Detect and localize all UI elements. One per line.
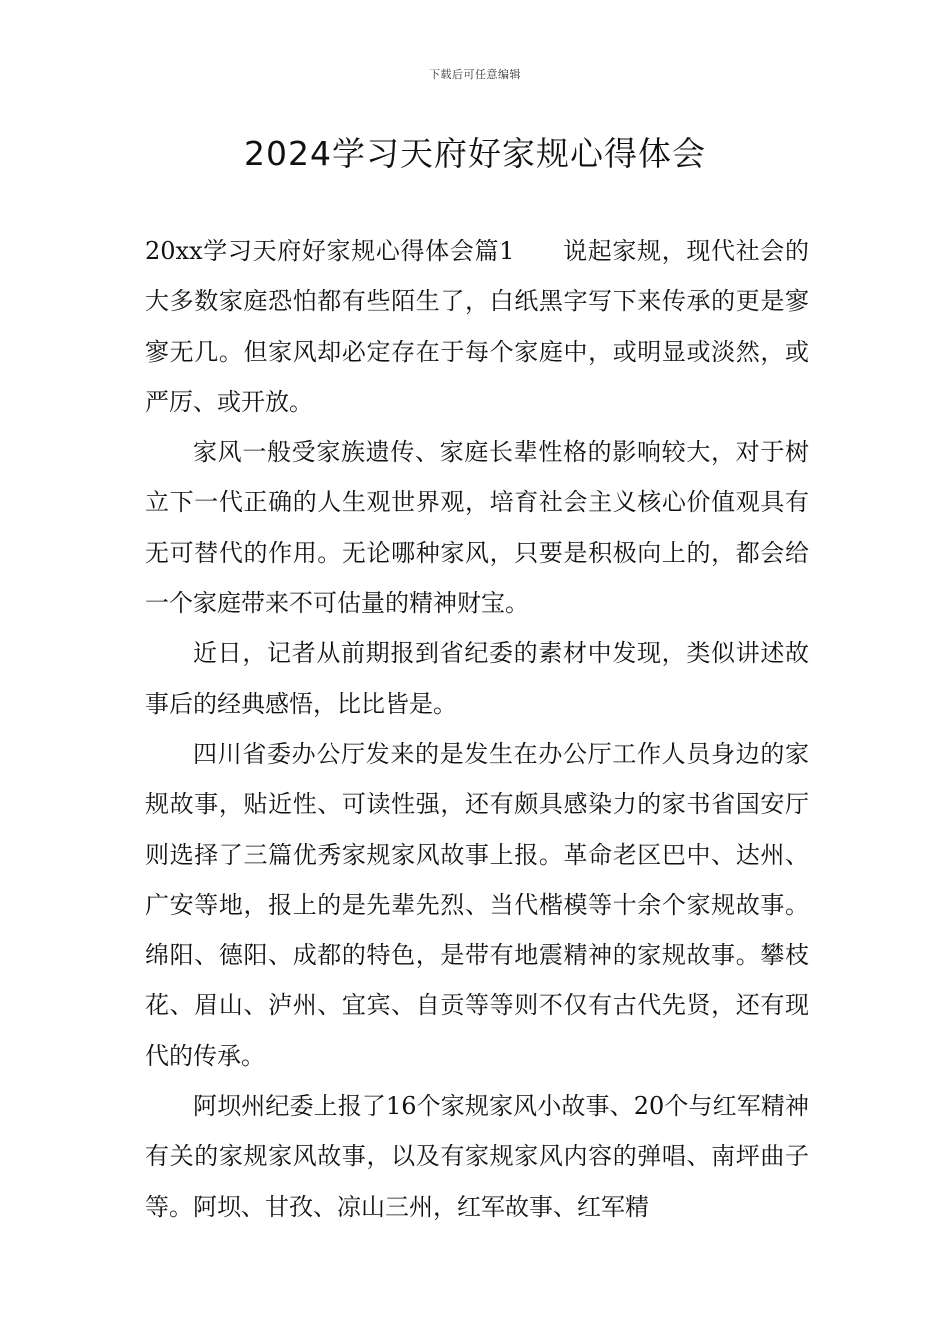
header-note: 下载后可任意编辑 [429, 68, 521, 81]
paragraph-3: 近日，记者从前期报到省纪委的素材中发现，类似讲述故事后的经典感悟，比比皆是。 [145, 639, 809, 718]
paragraph-1 [145, 226, 809, 427]
paragraph-5: 阿坝州纪委上报了16个家规家风小故事、20个与红军精神有关的家规家风故事，以及有家规家风内容的弹唱、南坪曲子等。阿坝、甘孜、凉山三州，红军故事、红军精 [145, 1092, 809, 1221]
paragraph-2: 家风一般受家族遗传、家庭长辈性格的影响较大，对于树立下一代正确的人生观世界观，培育社会主义核心价值观具有无可替代的作用。无论哪种家风，只要是积极向上的，都会给一个家庭带来不可估量的精神财宝。 [145, 438, 809, 618]
document-title: 2024学习天府好家规心得体会 [244, 134, 706, 173]
paragraph-4: 四川省委办公厅发来的是发生在办公厅工作人员身边的家规故事，贴近性、可读性强，还有颇具感染力的家书省国安厅则选择了三篇优秀家规家风故事上报。革命老区巴中、达州、广安等地，报上的是先辈先烈、当代楷模等十余个家规故事。绵阳、德阳、成都的特色，是带有地震精神的家规故事。攀枝花、眉山、泸州、宜宾、自贡等等则不仅有古代先贤，还有现代的传承。 [145, 739, 809, 1070]
section-heading: 20xx学习天府好家规心得体会篇1 [145, 237, 515, 265]
paragraph-1-text: 说起家规，现代社会的大多数家庭恐怕都有些陌生了，白纸黑字写下来传承的更是寥寥无几。但家风却必定存在于每个家庭中，或明显或淡然，或严厉、或开放。 [145, 237, 809, 416]
document-body [145, 226, 809, 1232]
